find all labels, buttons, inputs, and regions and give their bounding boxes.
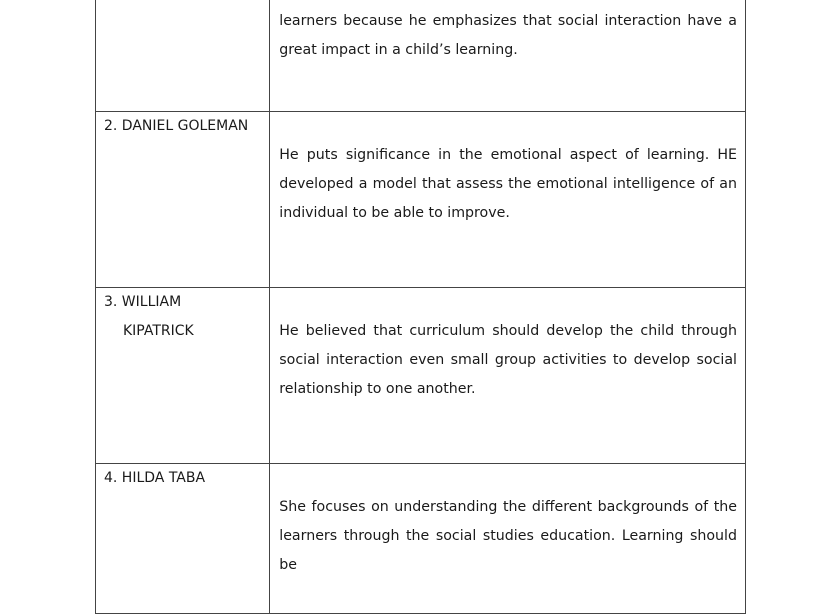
theorist-description-cell bbox=[270, 0, 746, 112]
theorist-name: 3. WILLIAM bbox=[104, 294, 182, 310]
theorist-description: She focuses on understanding the different backgrounds of the learners through the social studies education. Learning should be bbox=[279, 499, 737, 574]
theorist-name bbox=[104, 0, 269, 7]
theorist-name-cell bbox=[96, 288, 270, 464]
theorist-description: He puts significance in the emotional aspect of learning. HE developed a model that assess the emotional intelligence of an individual to be able to improve. bbox=[279, 147, 737, 222]
theorist-name: 2. DANIEL GOLEMAN bbox=[104, 118, 249, 134]
theorist-name-cell bbox=[96, 112, 270, 288]
table-row bbox=[96, 0, 746, 112]
theorist-name-cell bbox=[96, 0, 270, 112]
table-row bbox=[96, 112, 746, 288]
theorist-description-cell bbox=[270, 288, 746, 464]
theorists-table bbox=[95, 0, 746, 614]
table-row bbox=[96, 288, 746, 464]
theorist-name-cell bbox=[96, 464, 270, 614]
theorist-description: learners because he emphasizes that social interaction have a great impact in a child’s learning. bbox=[279, 13, 737, 59]
theorist-name-continued: KIPATRICK bbox=[123, 323, 194, 339]
theorist-name: 4. HILDA TABA bbox=[104, 470, 206, 486]
theorist-description: He believed that curriculum should develop the child through social interaction even small group activities to develop social relationship to one another. bbox=[279, 323, 737, 398]
theorist-description-cell bbox=[270, 112, 746, 288]
theorist-description-cell bbox=[270, 464, 746, 614]
table-row bbox=[96, 464, 746, 614]
